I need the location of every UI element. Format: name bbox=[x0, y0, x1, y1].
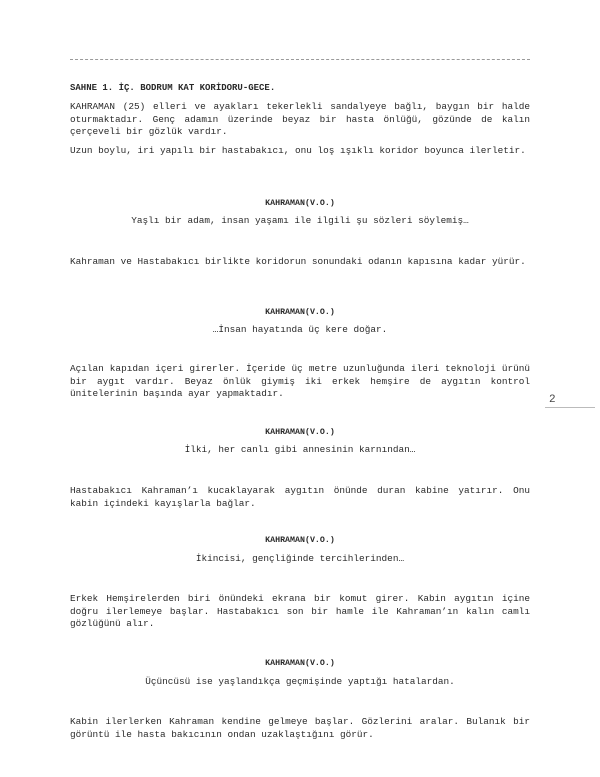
action-paragraph-3: Kahraman ve Hastabakıcı birlikte koridorun sonundaki odanın kapısına kadar yürür. bbox=[70, 256, 526, 267]
action-paragraph-4: Açılan kapıdan içeri girerler. İçeride üç metre uzunluğunda ileri teknoloji ürünü bir aygıt vardır. Beyaz önlük giymiş iki erkek hemşire de aygıtın kontrol ünitelerinin başında ayar yapmaktadır. bbox=[70, 363, 530, 400]
character-name-5: KAHRAMAN(V.O.) bbox=[265, 659, 335, 668]
scene-heading: SAHNE 1. İÇ. BODRUM KAT KORİDORU-GECE. bbox=[70, 83, 276, 93]
dialogue-line-3: İlki, her canlı gibi annesinin karnından… bbox=[184, 444, 416, 455]
dialogue-line-2: …İnsan hayatında üç kere doğar. bbox=[212, 324, 388, 335]
character-name-1: KAHRAMAN(V.O.) bbox=[265, 199, 335, 208]
action-paragraph-1: KAHRAMAN (25) elleri ve ayakları tekerlekli sandalyeye bağlı, baygın bir halde oturmaktadır. Genç adamın üzerinde beyaz bir hasta önlüğü, gözünde de kalın çerçeveli bir gözlük vardır. bbox=[70, 101, 530, 138]
page-number-underline bbox=[545, 407, 595, 408]
dialogue-line-1: Yaşlı bir adam, insan yaşamı ile ilgili şu sözleri söylemiş… bbox=[131, 215, 469, 226]
character-name-4: KAHRAMAN(V.O.) bbox=[265, 536, 335, 545]
action-paragraph-6: Erkek Hemşirelerden biri önündeki ekrana bir komut girer. Kabin aygıtın içine doğru ilerlemeye başlar. Hastabakıcı son bir hamle ile Kahraman’ın kalın camlı gözlüğünü alır. bbox=[70, 593, 530, 630]
action-paragraph-5: Hastabakıcı Kahraman’ı kucaklayarak aygıtın önünde duran kabine yatırır. Onu kabin içindeki kayışlarla bağlar. bbox=[70, 485, 530, 509]
dialogue-line-4: İkincisi, gençliğinde tercihlerinden… bbox=[195, 553, 405, 564]
character-name-3: KAHRAMAN(V.O.) bbox=[265, 428, 335, 437]
page-number: 2 bbox=[549, 394, 556, 406]
action-paragraph-2: Uzun boylu, iri yapılı bir hastabakıcı, onu loş ışıklı koridor boyunca ilerletir. bbox=[70, 145, 526, 156]
dialogue-line-5: Üçüncüsü ise yaşlandıkça geçmişinde yaptığı hatalardan. bbox=[145, 676, 455, 687]
header-divider bbox=[70, 59, 530, 60]
character-name-2: KAHRAMAN(V.O.) bbox=[265, 308, 335, 317]
action-paragraph-7: Kabin ilerlerken Kahraman kendine gelmeye başlar. Gözlerini aralar. Bulanık bir görüntü ile hasta bakıcının ondan uzaklaştığını görür. bbox=[70, 716, 530, 740]
